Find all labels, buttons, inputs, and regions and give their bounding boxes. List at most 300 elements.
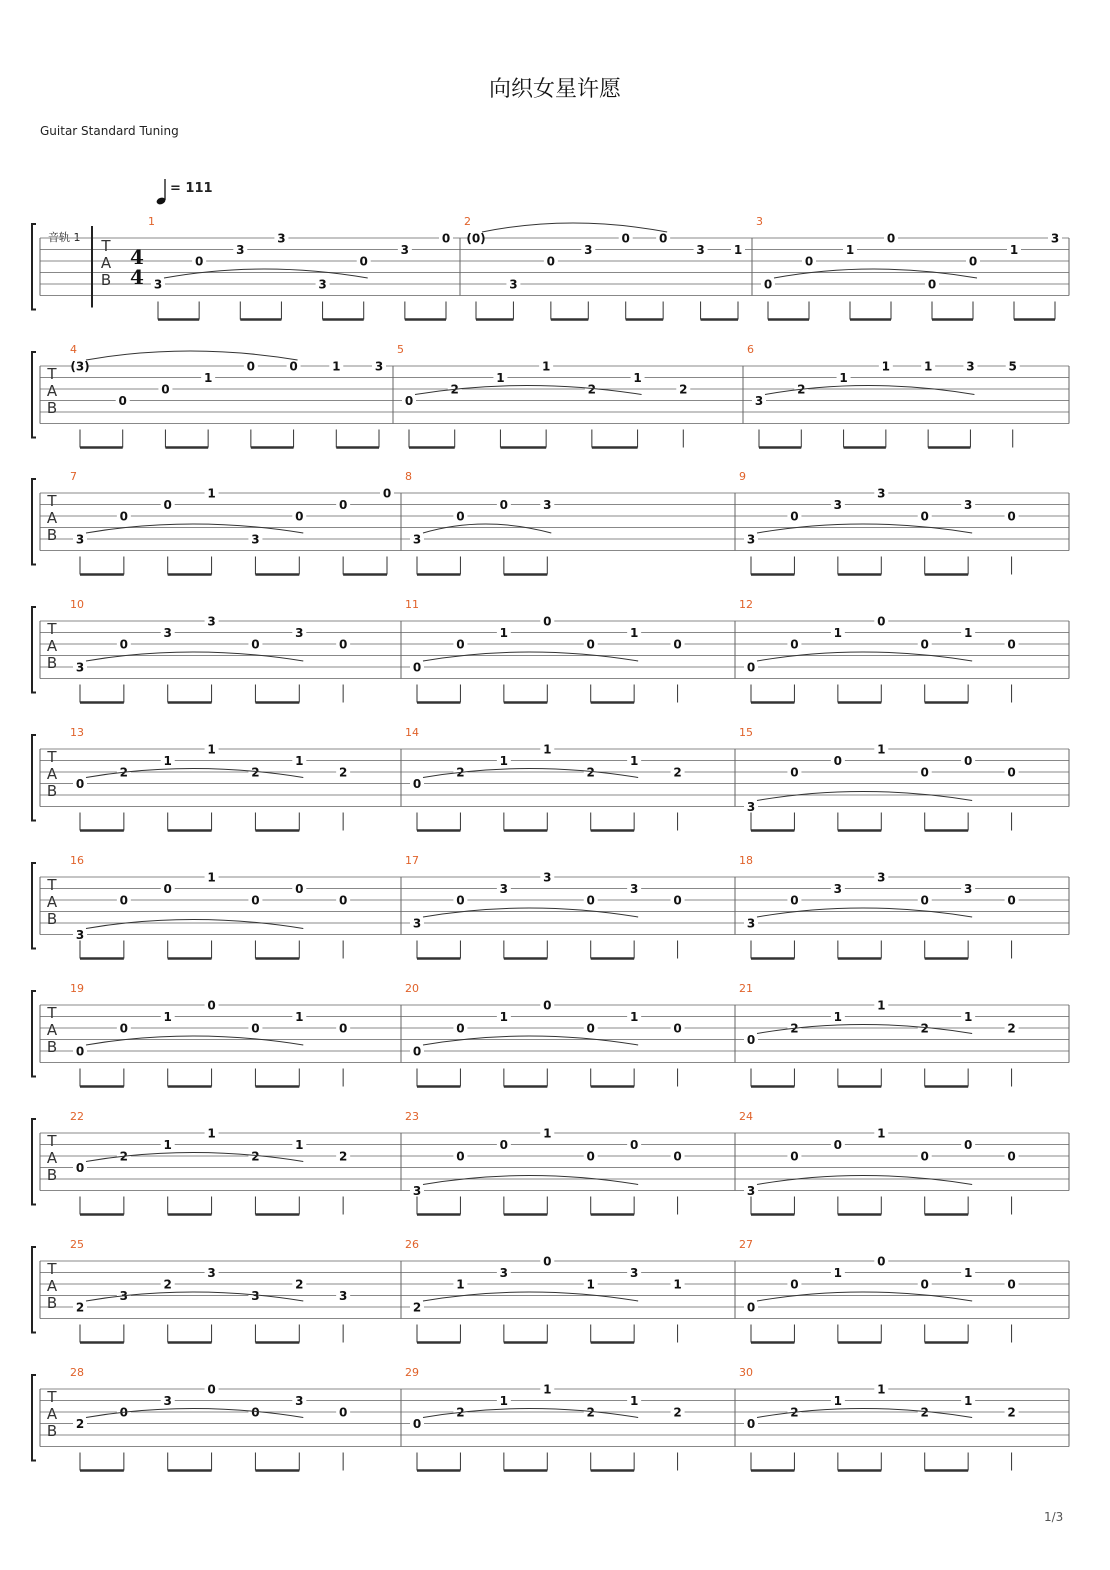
fret-number: 0 xyxy=(119,893,129,908)
fret-number: 0 xyxy=(456,893,465,908)
fret-number: 1 xyxy=(963,1394,973,1408)
system-bracket xyxy=(32,863,36,949)
fret-number: 0 xyxy=(456,1021,465,1036)
measure-number: 11 xyxy=(405,598,419,611)
fret-number: 0 xyxy=(338,637,348,652)
fret-number: 0 xyxy=(1007,765,1016,780)
measure-number: 18 xyxy=(739,854,753,867)
fret-number: 1 xyxy=(499,754,509,768)
tie-arc xyxy=(757,792,972,801)
fret-number: 1 xyxy=(833,1010,843,1024)
fret-number: 1 xyxy=(833,626,843,640)
fret-number: 3 xyxy=(746,800,756,814)
fret-number: 0 xyxy=(499,498,509,512)
measure-number: 19 xyxy=(70,982,84,995)
measure-number: 1 xyxy=(148,215,155,228)
tab-clef-letter: T xyxy=(47,1388,57,1406)
fret-number: 3 xyxy=(877,870,886,885)
fret-number: 3 xyxy=(833,498,843,512)
fret-number: 1 xyxy=(881,359,891,374)
tie-arc xyxy=(423,908,638,917)
fret-number: 1 xyxy=(163,754,172,768)
measure-number: 27 xyxy=(739,1238,753,1251)
tie-arc xyxy=(757,652,972,661)
fret-number: 0 xyxy=(338,893,348,908)
measure-number: 7 xyxy=(70,470,77,483)
fret-number: 2 xyxy=(450,382,459,397)
fret-number: 1 xyxy=(207,742,216,757)
fret-number: 0 xyxy=(790,893,799,908)
fret-number: 0 xyxy=(673,1021,682,1036)
fret-number: 2 xyxy=(586,765,595,780)
fret-number: 2 xyxy=(790,1021,799,1036)
fret-number: 1 xyxy=(496,371,505,385)
tie-arc xyxy=(86,524,303,533)
fret-number: 0 xyxy=(251,893,260,908)
fret-number: 0 xyxy=(790,637,799,652)
tab-clef-letter: T xyxy=(47,1260,57,1278)
fret-number: 1 xyxy=(877,742,886,757)
fret-number: 0 xyxy=(790,765,799,780)
fret-number: 0 xyxy=(746,1033,756,1047)
tab-clef-letter: B xyxy=(46,654,58,672)
time-signature-bottom: 4 xyxy=(130,265,144,289)
fret-number: 0 xyxy=(251,1405,260,1420)
measure-number: 3 xyxy=(756,215,763,228)
fret-number: 3 xyxy=(251,1289,260,1303)
fret-number: 2 xyxy=(587,382,597,397)
fret-number: 3 xyxy=(236,243,245,257)
measure-number: 14 xyxy=(405,726,419,739)
measure-number: 16 xyxy=(70,854,84,867)
fret-number: 0 xyxy=(456,637,465,652)
fret-number: 3 xyxy=(75,660,85,675)
fret-number: 0 xyxy=(920,637,929,652)
fret-number: 3 xyxy=(833,882,843,896)
tie-arc xyxy=(423,1036,638,1045)
fret-number: 0 xyxy=(673,1149,682,1164)
measure-number: 28 xyxy=(70,1366,84,1379)
tab-clef-letter: A xyxy=(46,1277,58,1295)
fret-number: 0 xyxy=(746,1417,756,1431)
tab-clef-letter: T xyxy=(47,876,57,894)
system-bracket xyxy=(32,352,36,438)
system-bracket xyxy=(32,1119,36,1205)
fret-number: 0 xyxy=(877,1254,886,1269)
measure-number: 29 xyxy=(405,1366,419,1379)
fret-number: 2 xyxy=(679,382,688,397)
fret-number: 0 xyxy=(790,1277,799,1292)
fret-number: 1 xyxy=(733,243,743,257)
system-bracket xyxy=(32,479,36,565)
tab-clef-letter: T xyxy=(47,492,57,510)
fret-number: 0 xyxy=(161,382,170,397)
fret-number: 0 xyxy=(543,614,552,629)
fret-number: 0 xyxy=(629,1138,639,1152)
fret-number: 0 xyxy=(1007,1149,1016,1164)
system-bracket xyxy=(32,224,36,310)
fret-number: 1 xyxy=(543,742,552,757)
fret-number: 0 xyxy=(968,254,978,269)
fret-number: 0 xyxy=(251,637,260,652)
fret-number: 0 xyxy=(207,1382,216,1397)
fret-number: 0 xyxy=(251,1021,260,1036)
fret-number: 3 xyxy=(746,916,756,931)
fret-number: 0 xyxy=(1007,1277,1016,1292)
fret-number: 3 xyxy=(499,882,509,896)
fret-number: 3 xyxy=(543,870,552,885)
tab-clef-letter: B xyxy=(46,399,58,417)
fret-number: 0 xyxy=(673,893,682,908)
fret-number: 2 xyxy=(920,1405,929,1420)
tab-clef-letter: A xyxy=(46,382,58,400)
system-bracket xyxy=(32,735,36,821)
fret-number: 0 xyxy=(382,486,392,501)
fret-number: 0 xyxy=(886,231,896,246)
fret-number: 1 xyxy=(543,1382,552,1397)
measure-number: 30 xyxy=(739,1366,753,1379)
system-bracket xyxy=(32,1375,36,1461)
fret-number: 0 xyxy=(877,614,886,629)
fret-number: 0 xyxy=(1007,893,1016,908)
measure-number: 26 xyxy=(405,1238,419,1251)
fret-number: 5 xyxy=(1008,359,1017,374)
fret-number: 0 xyxy=(246,359,256,374)
measure-number: 10 xyxy=(70,598,84,611)
fret-number: 1 xyxy=(673,1277,682,1292)
fret-number: 3 xyxy=(75,532,85,547)
fret-number: 0 xyxy=(359,254,368,269)
fret-number: 1 xyxy=(163,1010,172,1024)
tab-clef-letter: T xyxy=(47,748,57,766)
tab-clef-letter: A xyxy=(46,765,58,783)
tab-clef-letter: A xyxy=(46,1149,58,1167)
fret-number: 2 xyxy=(338,1149,348,1164)
fret-number: 1 xyxy=(833,1394,843,1408)
fret-number: 0 xyxy=(658,231,668,246)
measure-number: 13 xyxy=(70,726,84,739)
fret-number: 0 xyxy=(75,1044,85,1059)
fret-number: 0 xyxy=(119,637,129,652)
tie-arc xyxy=(757,524,972,533)
fret-number: 0 xyxy=(295,509,304,524)
fret-number: 0 xyxy=(790,509,799,524)
song-title: 向织女星许愿 xyxy=(488,77,621,102)
fret-number: 2 xyxy=(75,1417,85,1431)
fret-number: 1 xyxy=(845,243,855,257)
tie-arc xyxy=(86,1036,303,1045)
fret-number: 3 xyxy=(374,359,384,374)
fret-number: 3 xyxy=(207,614,216,629)
fret-number: 1 xyxy=(499,1394,509,1408)
fret-number: 0 xyxy=(456,1149,465,1164)
fret-number: 3 xyxy=(153,277,163,292)
fret-number: 0 xyxy=(207,998,216,1013)
fret-number: 0 xyxy=(586,1021,595,1036)
tie-arc xyxy=(86,351,298,360)
fret-number: 1 xyxy=(295,1010,304,1024)
fret-number: (0) xyxy=(466,231,486,246)
fret-number: 2 xyxy=(456,765,465,780)
fret-number: 3 xyxy=(584,243,593,257)
tab-clef-letter: B xyxy=(46,526,58,544)
fret-number: 1 xyxy=(963,1010,973,1024)
fret-number: 2 xyxy=(1007,1021,1016,1036)
measure-number: 12 xyxy=(739,598,753,611)
fret-number: 0 xyxy=(543,998,552,1013)
fret-number: 2 xyxy=(673,1405,682,1420)
fret-number: 0 xyxy=(1007,637,1016,652)
fret-number: 0 xyxy=(1007,509,1016,524)
fret-number: 1 xyxy=(877,1126,886,1141)
measure-number: 17 xyxy=(405,854,419,867)
fret-number: 0 xyxy=(920,1277,929,1292)
fret-number: 2 xyxy=(251,1149,260,1164)
fret-number: 3 xyxy=(509,277,518,292)
fret-number: 3 xyxy=(543,498,552,512)
measure-number: 20 xyxy=(405,982,419,995)
fret-number: 0 xyxy=(546,254,556,269)
fret-number: 3 xyxy=(412,532,422,547)
fret-number: 1 xyxy=(629,626,639,640)
measure-number: 15 xyxy=(739,726,753,739)
tab-clef-letter: T xyxy=(101,237,111,255)
fret-number: 0 xyxy=(338,1021,348,1036)
fret-number: 0 xyxy=(119,509,129,524)
tie-arc xyxy=(757,1292,972,1301)
tie-arc xyxy=(423,524,551,533)
fret-number: 3 xyxy=(1050,231,1060,246)
fret-number: 3 xyxy=(499,1266,509,1280)
fret-number: 1 xyxy=(923,359,933,374)
fret-number: 0 xyxy=(963,1138,973,1152)
tie-arc xyxy=(86,920,303,929)
fret-number: 3 xyxy=(963,498,973,512)
fret-number: 3 xyxy=(338,1289,348,1303)
tie-arc xyxy=(423,652,638,661)
fret-number: 1 xyxy=(295,754,304,768)
fret-number: 1 xyxy=(963,1266,973,1280)
fret-number: 0 xyxy=(163,882,172,896)
fret-number: 1 xyxy=(499,626,509,640)
measure-number: 5 xyxy=(397,343,404,356)
fret-number: 2 xyxy=(119,765,129,780)
fret-number: 0 xyxy=(920,893,929,908)
tab-clef-letter: A xyxy=(46,1021,58,1039)
tempo-value: = 111 xyxy=(170,181,213,196)
fret-number: 3 xyxy=(163,1394,172,1408)
tie-arc xyxy=(423,1292,638,1301)
tab-clef-letter: A xyxy=(46,893,58,911)
fret-number: 2 xyxy=(119,1149,129,1164)
fret-number: 1 xyxy=(207,486,216,501)
fret-number: 0 xyxy=(833,754,843,768)
tab-clef-letter: T xyxy=(47,365,57,383)
measure-number: 6 xyxy=(747,343,754,356)
fret-number: 1 xyxy=(833,1266,843,1280)
fret-number: 1 xyxy=(629,754,639,768)
fret-number: 2 xyxy=(673,765,682,780)
track-label: 音轨 1 xyxy=(48,231,81,244)
measure-number: 9 xyxy=(739,470,746,483)
measure-number: 8 xyxy=(405,470,412,483)
fret-number: 0 xyxy=(118,394,127,408)
fret-number: 0 xyxy=(673,637,682,652)
fret-number: 2 xyxy=(163,1277,172,1292)
fret-number: 1 xyxy=(629,1010,639,1024)
fret-number: 3 xyxy=(119,1289,129,1303)
fret-number: 3 xyxy=(412,916,422,931)
fret-number: 2 xyxy=(790,1405,799,1420)
fret-number: 0 xyxy=(338,498,348,512)
tab-clef-letter: B xyxy=(46,1422,58,1440)
fret-number: 2 xyxy=(338,765,348,780)
fret-number: 2 xyxy=(456,1405,465,1420)
measure-number: 24 xyxy=(739,1110,753,1123)
fret-number: 0 xyxy=(412,777,422,791)
fret-number: 2 xyxy=(920,1021,929,1036)
fret-number: 1 xyxy=(877,1382,886,1397)
fret-number: 0 xyxy=(194,254,204,269)
fret-number: 0 xyxy=(586,637,595,652)
fret-number: 1 xyxy=(203,371,213,385)
fret-number: 0 xyxy=(412,660,422,675)
fret-number: 3 xyxy=(75,928,85,942)
tie-arc xyxy=(164,269,368,278)
fret-number: 1 xyxy=(1009,243,1019,257)
fret-number: 1 xyxy=(456,1277,465,1292)
tie-arc xyxy=(774,269,977,278)
measure-number: 25 xyxy=(70,1238,84,1251)
fret-number: 3 xyxy=(746,532,756,547)
fret-number: 0 xyxy=(543,1254,552,1269)
tab-clef-letter: B xyxy=(46,1166,58,1184)
tab-clef-letter: T xyxy=(47,620,57,638)
fret-number: 1 xyxy=(207,1126,216,1141)
tab-clef-letter: T xyxy=(47,1132,57,1150)
tie-arc xyxy=(86,652,303,661)
fret-number: (3) xyxy=(70,359,90,374)
fret-number: 1 xyxy=(963,626,973,640)
fret-number: 3 xyxy=(412,1184,422,1198)
fret-number: 0 xyxy=(119,1405,129,1420)
fret-number: 2 xyxy=(797,382,806,397)
fret-number: 1 xyxy=(163,1138,172,1152)
fret-number: 2 xyxy=(75,1300,85,1315)
fret-number: 0 xyxy=(621,231,630,246)
fret-number: 1 xyxy=(543,1126,552,1141)
fret-number: 0 xyxy=(75,777,85,791)
fret-number: 3 xyxy=(966,359,975,374)
fret-number: 0 xyxy=(586,893,595,908)
system-bracket xyxy=(32,607,36,693)
fret-number: 1 xyxy=(499,1010,509,1024)
tie-arc xyxy=(482,223,667,232)
measure-number: 2 xyxy=(464,215,471,228)
page-number: 1/3 xyxy=(1044,1510,1064,1524)
fret-number: 0 xyxy=(963,754,973,768)
fret-number: 3 xyxy=(877,486,886,501)
fret-number: 0 xyxy=(75,1161,85,1175)
fret-number: 0 xyxy=(412,1417,422,1431)
fret-number: 0 xyxy=(790,1149,799,1164)
fret-number: 1 xyxy=(586,1277,595,1292)
fret-number: 3 xyxy=(318,277,327,292)
measure-number: 21 xyxy=(739,982,753,995)
fret-number: 3 xyxy=(754,394,764,408)
fret-number: 2 xyxy=(412,1300,422,1315)
fret-number: 3 xyxy=(629,1266,639,1280)
fret-number: 1 xyxy=(839,371,848,385)
fret-number: 0 xyxy=(289,359,298,374)
fret-number: 3 xyxy=(251,532,260,547)
tuning-label: Guitar Standard Tuning xyxy=(40,124,179,138)
fret-number: 0 xyxy=(746,1300,756,1315)
tab-clef-letter: T xyxy=(47,1004,57,1022)
fret-number: 2 xyxy=(1007,1405,1016,1420)
system-bracket xyxy=(32,991,36,1077)
fret-number: 3 xyxy=(163,626,172,640)
fret-number: 3 xyxy=(746,1184,756,1198)
tab-clef-letter: B xyxy=(46,782,58,800)
tab-clef-letter: B xyxy=(46,1294,58,1312)
fret-number: 2 xyxy=(295,1277,304,1292)
fret-number: 0 xyxy=(833,1138,843,1152)
fret-number: 2 xyxy=(586,1405,595,1420)
fret-number: 0 xyxy=(295,882,304,896)
tab-clef-letter: A xyxy=(100,254,112,272)
fret-number: 0 xyxy=(920,509,929,524)
tab-clef-letter: B xyxy=(46,1038,58,1056)
fret-number: 0 xyxy=(412,1044,422,1059)
fret-number: 3 xyxy=(277,231,286,246)
tab-clef-letter: B xyxy=(46,910,58,928)
measure-number: 4 xyxy=(70,343,77,356)
fret-number: 1 xyxy=(207,870,216,885)
fret-number: 0 xyxy=(586,1149,595,1164)
fret-number: 0 xyxy=(163,498,172,512)
measure-number: 23 xyxy=(405,1110,419,1123)
fret-number: 0 xyxy=(404,394,414,408)
fret-number: 0 xyxy=(499,1138,509,1152)
fret-number: 1 xyxy=(541,359,551,374)
tab-clef-letter: A xyxy=(46,637,58,655)
fret-number: 0 xyxy=(920,765,929,780)
fret-number: 0 xyxy=(441,231,451,246)
fret-number: 2 xyxy=(251,765,260,780)
fret-number: 1 xyxy=(295,1138,304,1152)
fret-number: 3 xyxy=(963,882,973,896)
fret-number: 3 xyxy=(295,1394,304,1408)
fret-number: 0 xyxy=(746,660,756,675)
fret-number: 1 xyxy=(633,371,642,385)
fret-number: 0 xyxy=(119,1021,129,1036)
system-bracket xyxy=(32,1247,36,1333)
tie-arc xyxy=(757,908,972,917)
fret-number: 0 xyxy=(456,509,465,524)
fret-number: 0 xyxy=(804,254,814,269)
fret-number: 3 xyxy=(400,243,410,257)
fret-number: 0 xyxy=(763,277,773,292)
fret-number: 3 xyxy=(696,243,705,257)
tie-arc xyxy=(423,1176,638,1185)
fret-number: 1 xyxy=(332,359,341,374)
measure-number: 22 xyxy=(70,1110,84,1123)
fret-number: 1 xyxy=(877,998,886,1013)
fret-number: 0 xyxy=(920,1149,929,1164)
fret-number: 3 xyxy=(207,1266,216,1280)
fret-number: 0 xyxy=(338,1405,348,1420)
